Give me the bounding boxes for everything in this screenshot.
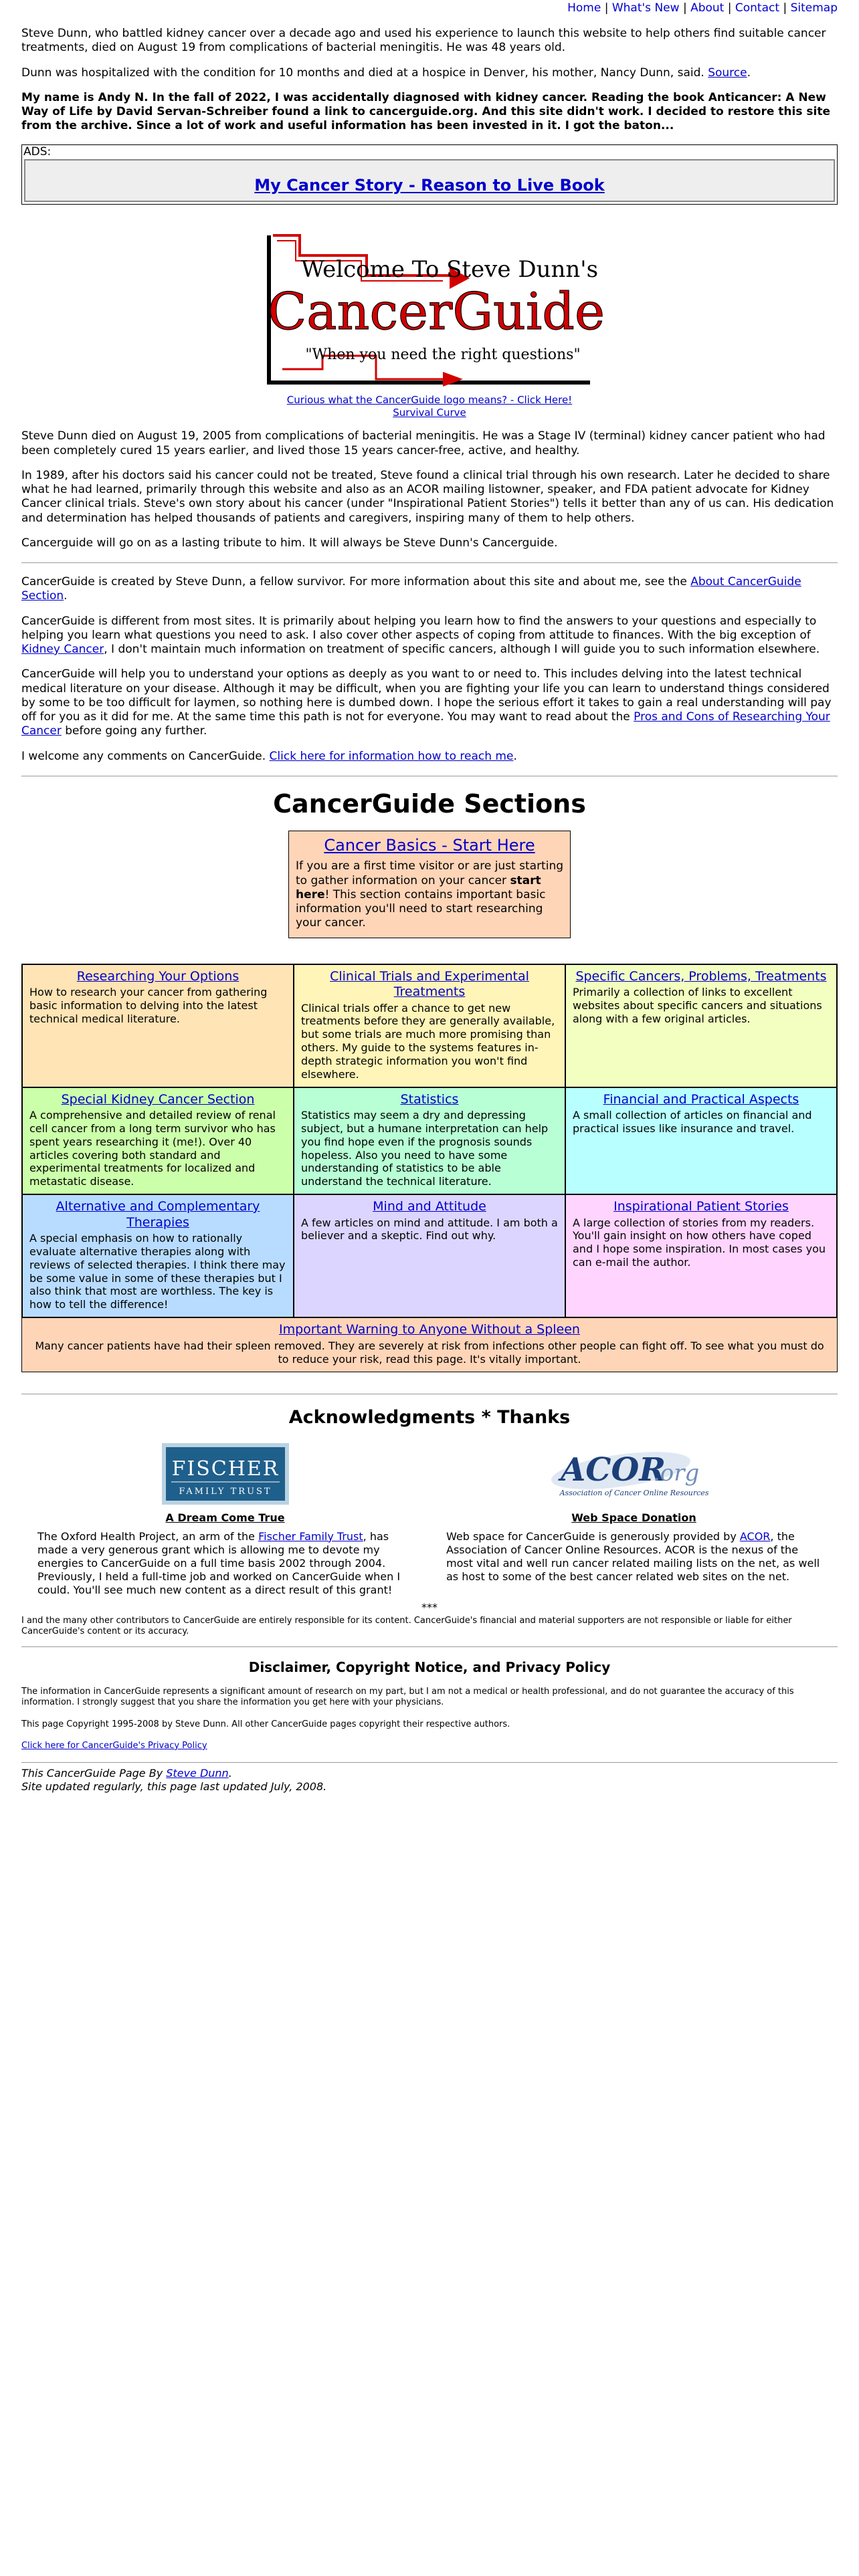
- section-desc: Clinical trials offer a chance to get new treatments before they are generally available, but some trials are much more promising than others. My guide to the systems features in-depth strategic information you won't find elsewhere.: [301, 1001, 555, 1081]
- logo-title: CancerGuide: [268, 281, 605, 341]
- ads-banner: [24, 159, 835, 202]
- about-paragraph-3: Cancerguide will go on as a lasting tribute to him. It will always be Steve Dunn's Cancerguide.: [21, 536, 558, 550]
- options-paragraph: [21, 667, 838, 738]
- acknowledgments-title: Acknowledgments * Thanks: [288, 1406, 571, 1428]
- survival-curve-link[interactable]: Survival Curve: [393, 406, 466, 419]
- logo-tagline: "When you need the right questions": [305, 346, 581, 363]
- comments-text: I welcome any comments on CancerGuide.: [21, 749, 266, 763]
- punct: .: [228, 1767, 232, 1780]
- ack-fischer: [37, 1442, 413, 1597]
- steve-dunn-link[interactable]: Steve Dunn: [166, 1767, 229, 1780]
- section-link-clinical-trials[interactable]: Clinical Trials and Experimental Treatments: [330, 968, 529, 1000]
- about-paragraph-2: In 1989, after his doctors said his cancer could not be treated, Steve found a clinical trial through his own research. Later he decided to share what he had learned, primarily through this website and also as an ACOR mailing listowner, speaker, and FDA patient advocate for Kidney Cancer clinical trials. Steve's own story about his cancer (under "Inspirational Patient Stories") tells it better than any of us can. His dedication and determination has helped thousands of patients and caregivers, inspiring many of them to help others.: [21, 468, 834, 525]
- separator-stars: ***: [421, 1600, 438, 1614]
- section-desc: A large collection of stories from my readers. You'll gain insight on how others have coped and I hope some inspiration. In most cases you can e-mail the author.: [573, 1216, 826, 1269]
- fischer-logo[interactable]: [37, 1442, 413, 1506]
- basics-text-a: If you are a first time visitor or are just starting to gather information on your cancer: [296, 859, 564, 887]
- section-cell: [565, 1194, 837, 1317]
- created-by-paragraph: [21, 575, 838, 604]
- fischer-text-b: , has made a very generous grant which is allowing me to devote my energies to CancerGuide on a full time basis 2002 through 2004. Previously, I held a full-time job and worked on CancerGuide when I could. You'll see much new content as a direct result of this grant!: [37, 1529, 401, 1596]
- section-desc: A special emphasis on how to rationally evaluate alternative therapies along with reviews of selected therapies. I think there may be some value in some of these therapies but I also think that most are worthless. The key is how to tell the difference!: [29, 1232, 286, 1311]
- web-space-heading: Web Space Donation: [571, 1511, 696, 1524]
- section-cell: [22, 964, 294, 1087]
- acor-link[interactable]: ACOR: [739, 1529, 771, 1543]
- acor-logo-main: ACOR: [560, 1451, 666, 1489]
- section-cell: [22, 1194, 294, 1317]
- section-link-kidney-cancer[interactable]: Special Kidney Cancer Section: [61, 1091, 255, 1107]
- nav-home-link[interactable]: Home: [567, 1, 601, 15]
- section-link-alternative[interactable]: Alternative and Complementary Therapies: [56, 1199, 260, 1230]
- divider: [21, 1646, 838, 1647]
- spleen-warning-link[interactable]: Important Warning to Anyone Without a Spleen: [279, 1322, 580, 1337]
- about-cancerguide-link[interactable]: About CancerGuide Section: [21, 575, 801, 603]
- logo-welcome: Welcome To Steve Dunn's: [300, 255, 599, 283]
- about-paragraph-1: Steve Dunn died on August 19, 2005 from complications of bacterial meningitis. He was a Stage IV (terminal) kidney cancer patient who had been completely cured 15 years earlier, and lived those 15 years cancer-free, active, and healthy.: [21, 429, 826, 457]
- section-link-financial[interactable]: Financial and Practical Aspects: [603, 1091, 799, 1107]
- acor-logo-suffix: .org: [652, 1460, 699, 1487]
- logo-meaning-link[interactable]: Curious what the CancerGuide logo means? - Click Here!: [286, 393, 573, 406]
- top-navigation: [21, 0, 838, 17]
- section-desc: A comprehensive and detailed review of renal cell cancer from a long term survivor who has spent years researching it (me!). Over 40 articles covering both standard and experimental treatments for localized and metastatic disease.: [29, 1109, 276, 1188]
- section-link-specific-cancers[interactable]: Specific Cancers, Problems, Treatments: [575, 968, 827, 984]
- divider: [21, 562, 838, 563]
- basics-bold: start here: [296, 873, 541, 901]
- punct: .: [513, 749, 517, 763]
- section-cell: [22, 1087, 294, 1195]
- different-text-b: , I don't maintain much information on treatment of specific cancers, although I will guide you to such information elsewhere.: [104, 643, 820, 656]
- disclaimer-text: The information in CancerGuide represents a significant amount of research on my part, but I am not a medical or health professional, and do not guarantee the accuracy of this information. I strongly suggest that you share the information you get here with your physicians.: [21, 1687, 794, 1708]
- section-cell: [294, 964, 565, 1087]
- nav-separator: |: [727, 1, 732, 15]
- logo-links: [21, 394, 838, 419]
- ads-label: ADS:: [23, 144, 52, 158]
- created-by-text: CancerGuide is created by Steve Dunn, a fellow survivor. For more information about this site and about me, see the: [21, 575, 687, 588]
- responsibility-note: I and the many other contributors to CancerGuide are entirely responsible for its content. CancerGuide's financial and material supporters are not responsible or liable for either CancerGuide's content or its accuracy.: [21, 1615, 792, 1636]
- divider: [21, 1762, 838, 1763]
- nav-whats-new-link[interactable]: What's New: [611, 1, 680, 15]
- ad-book-link[interactable]: My Cancer Story - Reason to Live Book: [254, 175, 605, 195]
- section-link-patient-stories[interactable]: Inspirational Patient Stories: [613, 1199, 789, 1214]
- different-text-a: CancerGuide is different from most sites. It is primarily about helping you learn how to find the answers to your questions and especially to helping you learn what questions you need to ask. I also cover other aspects of coping from attitude to finances. With the big exception of: [21, 614, 817, 642]
- fischer-logo-name: FISCHER: [171, 1457, 279, 1481]
- nav-sitemap-link[interactable]: Sitemap: [790, 1, 838, 15]
- memorial-paragraph: Steve Dunn, who battled kidney cancer over a decade ago and used his experience to launch this website to help others find suitable cancer treatments, died on August 19 from complications of bacterial meningitis. He was 48 years old.: [21, 27, 826, 55]
- privacy-policy-link[interactable]: Click here for CancerGuide's Privacy Policy: [21, 1740, 207, 1751]
- hospital-paragraph: Dunn was hospitalized with the condition for 10 months and died at a hospice in Denver, his mother, Nancy Dunn, said. Source.: [21, 66, 751, 80]
- acknowledgments: [21, 1442, 838, 1597]
- acor-text: [446, 1530, 822, 1584]
- logo-graphic[interactable]: [242, 229, 617, 393]
- memorial-intro: [21, 27, 838, 134]
- dream-heading: A Dream Come True: [165, 1511, 285, 1524]
- acor-text-b: , the Association of Cancer Online Resources. ACOR is the nexus of the most vital and well run cancer related mailing lists on the net, as well as host to some of the best cancer related web sites on the net.: [446, 1529, 820, 1583]
- nav-separator: |: [783, 1, 787, 15]
- hospital-text: Dunn was hospitalized with the condition for 10 months and died at a hospice in Denver, his mother, Nancy Dunn, said.: [21, 66, 704, 80]
- contact-info-link[interactable]: Click here for information how to reach me: [269, 749, 514, 763]
- footer-by-text: This CancerGuide Page By: [21, 1767, 163, 1780]
- section-desc: A small collection of articles on financial and practical issues like insurance and travel.: [573, 1109, 812, 1135]
- nav-contact-link[interactable]: Contact: [735, 1, 780, 15]
- punct: .: [64, 589, 68, 603]
- cancer-basics-box: [288, 831, 571, 938]
- cancerguide-logo[interactable]: [21, 229, 838, 393]
- pros-cons-link[interactable]: Pros and Cons of Researching Your Cancer: [21, 710, 830, 738]
- options-text-b: before going any further.: [65, 724, 207, 738]
- fischer-trust-link[interactable]: Fischer Family Trust: [258, 1529, 363, 1543]
- spleen-warning-box: [21, 1318, 838, 1372]
- acor-text-a: Web space for CancerGuide is generously provided by: [446, 1529, 737, 1543]
- section-link-mind-attitude[interactable]: Mind and Attitude: [373, 1199, 486, 1214]
- section-desc: How to research your cancer from gathering basic information to delving into the latest technical medical literature.: [29, 986, 268, 1025]
- section-desc: Primarily a collection of links to excellent websites about specific cancers and situations along with a few original articles.: [573, 986, 822, 1025]
- section-link-statistics[interactable]: Statistics: [400, 1091, 459, 1107]
- footer: [21, 1767, 838, 1794]
- nav-about-link[interactable]: About: [690, 1, 725, 15]
- copyright-text: This page Copyright 1995-2008 by Steve Dunn. All other CancerGuide pages copyright their respective authors.: [21, 1719, 510, 1729]
- section-cell: [565, 1087, 837, 1195]
- fischer-text: [37, 1530, 413, 1597]
- section-cell: [565, 964, 837, 1087]
- restorer-note: My name is Andy N. In the fall of 2022, I was accidentally diagnosed with kidney cancer. Reading the book Anticancer: A New Way of Life by David Servan-Schreiber found a link to cancerguide.org. And this site didn't work. I decided to restore this site from the archive. Since a lot of work and useful information has been invested in it. I got the baton...: [21, 90, 830, 133]
- section-cell: [294, 1194, 565, 1317]
- cancer-basics-link[interactable]: Cancer Basics - Start Here: [324, 836, 535, 855]
- section-link-researching[interactable]: Researching Your Options: [76, 968, 240, 984]
- section-desc: Statistics may seem a dry and depressing subject, but a humane interpretation can help you find hope even if the prognosis sounds hopeless. Also you need to have some understanding of statistics to be able understand the technical literature.: [301, 1109, 549, 1188]
- ads-box: [21, 144, 838, 205]
- ack-acor: [446, 1442, 822, 1597]
- source-link[interactable]: Source: [708, 66, 747, 80]
- options-text-a: CancerGuide will help you to understand your options as deeply as you want to or need to. This includes delving into the latest technical medical literature on your disease. Although it may be difficult, when you are fighting your life you can learn to understand things considered by some to be too difficult for laymen, so nothing here is dumbed down. I hope the serious effort it takes to gain a real understanding will pay off for you as it did for me. At the same time this path is not for everyone. You may want to read about the: [21, 667, 832, 724]
- disclaimer-title: Disclaimer, Copyright Notice, and Privacy Policy: [248, 1659, 611, 1676]
- nav-separator: |: [604, 1, 609, 15]
- acor-logo-sub: Association of Cancer Online Resources: [559, 1489, 708, 1498]
- section-cell: [294, 1087, 565, 1195]
- acor-logo[interactable]: [446, 1442, 822, 1506]
- last-updated-text: Site updated regularly, this page last updated July, 2008.: [21, 1780, 327, 1794]
- fischer-text-a: The Oxford Health Project, an arm of the: [37, 1529, 255, 1543]
- fischer-logo-sub: FAMILY TRUST: [178, 1487, 272, 1497]
- sections-grid: [21, 964, 838, 1319]
- nav-separator: |: [682, 1, 687, 15]
- comments-paragraph: [21, 750, 838, 764]
- sections-title: CancerGuide Sections: [273, 788, 586, 819]
- different-paragraph: [21, 615, 838, 657]
- spleen-warning-text: Many cancer patients have had their spleen removed. They are severely at risk from infections other people can fight off. To see what you must do to reduce your risk, read this page. It's vitally important.: [35, 1339, 824, 1366]
- kidney-cancer-link[interactable]: Kidney Cancer: [21, 643, 104, 656]
- basics-text-b: ! This section contains important basic information you'll need to start researching your cancer.: [296, 887, 546, 930]
- section-desc: A few articles on mind and attitude. I am both a believer and a skeptic. Find out why.: [301, 1216, 558, 1243]
